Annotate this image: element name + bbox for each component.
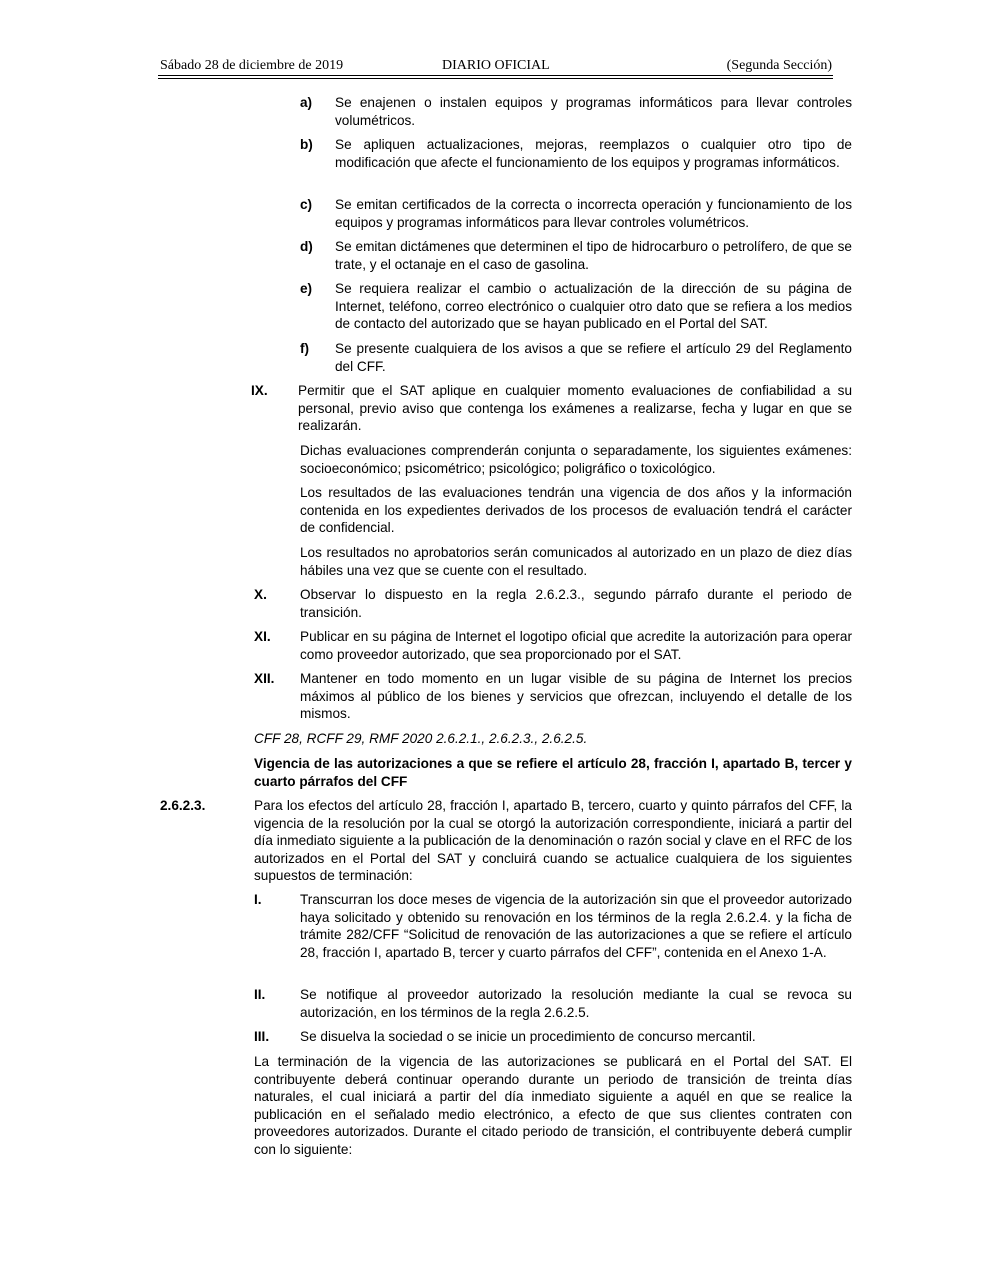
rule-item-i-label: I. [254,892,262,907]
sub-item-text-f: Se presente cualquiera de los avisos a que se refiere el artículo 29 del Reglamento del CFF. [335,341,852,374]
item-ix-paragraph-3: Los resultados no aprobatorios serán comunicados al autorizado en un plazo de diez días hábiles una vez que se cuente con el resultado. [300,545,852,578]
rule-item-i-text: Transcurran los doce meses de vigencia de la autorización sin que el proveedor autorizado haya solicitado y obtenido su renovación en los términos de la regla 2.6.2.4. y la ficha de trámite 282/CFF “Solicitud de renovación de las autorizaciones a que se refiere el artículo 28, fracción I, apartado B, tercer y cuarto párrafos del CFF”, contenida en el Anexo 1-A. [300,892,852,960]
item-x-text: Observar lo dispuesto en la regla 2.6.2.3., segundo párrafo durante el periodo de transición. [300,587,852,620]
rule-item-iii-label: III. [254,1029,270,1044]
sub-item-label-f: f) [300,341,310,356]
header-rule-top [158,75,833,76]
item-xii-label: XII. [254,671,275,686]
header-rule-bottom [158,78,833,79]
rule-intro: Para los efectos del artículo 28, fracción I, apartado B, tercero, cuarto y quinto párrafos del CFF, la vigencia de la resolución por la cual se otorgó la autorización correspondiente, iniciará a partir del día inmediato siguiente a la publicación de la denominación o razón social y clave en el RFC de los autorizados en el Portal del SAT y concluirá cuando se actualice cualquiera de los siguientes supuestos de terminación: [254,798,852,884]
item-x-label: X. [254,587,267,602]
item-xi-text: Publicar en su página de Internet el logotipo oficial que acredite la autorización para operar como proveedor autorizado, que sea proporcionado por el SAT. [300,629,852,662]
rule-title: Vigencia de las autorizaciones a que se refiere el artículo 28, fracción I, apartado B, tercer y cuarto párrafos del CFF [254,756,852,789]
sub-item-label-a: a) [300,95,313,110]
sub-item-text-c: Se emitan certificados de la correcta o incorrecta operación y funcionamiento de los equipos y programas informáticos para llevar controles volumétricos. [335,197,852,230]
rule-item-ii-label: II. [254,987,266,1002]
sub-item-text-a: Se enajenen o instalen equipos y programas informáticos para llevar controles volumétricos. [335,95,852,128]
sub-item-text-b: Se apliquen actualizaciones, mejoras, reemplazos o cualquier otro tipo de modificación que afecte el funcionamiento de los equipos y programas informáticos. [335,137,852,170]
item-ix-paragraph-1: Dichas evaluaciones comprenderán conjunta o separadamente, los siguientes exámenes: socioeconómico; psicométrico; psicológico; poligráfico o toxicológico. [300,443,852,476]
rule-number: 2.6.2.3. [160,798,206,813]
header-date: Sábado 28 de diciembre de 2019 [160,58,344,73]
item-ix-text: Permitir que el SAT aplique en cualquier momento evaluaciones de confiabilidad a su personal, previo aviso que contenga los exámenes a realizarse, fecha y lugar en que se realizarán. [298,383,852,434]
sub-item-label-c: c) [300,197,313,212]
legal-citation: CFF 28, RCFF 29, RMF 2020 2.6.2.1., 2.6.2.3., 2.6.2.5. [254,731,588,746]
item-ix-paragraph-2: Los resultados de las evaluaciones tendrán una vigencia de dos años y la información contenida en los expedientes derivados de los procesos de evaluación tendrá el carácter de confidencial. [300,485,852,536]
item-ix-label: IX. [251,383,268,398]
item-xii-text: Mantener en todo momento en un lugar visible de su página de Internet los precios máximos al público de los bienes y servicios que ofrezcan, incluyendo el detalle de los mismos. [300,671,852,722]
sub-item-label-e: e) [300,281,313,296]
rule-item-ii-text: Se notifique al proveedor autorizado la resolución mediante la cual se revoca su autorización, en los términos de la regla 2.6.2.5. [300,987,852,1020]
header-publication: DIARIO OFICIAL [442,58,550,73]
sub-item-label-d: d) [300,239,313,254]
sub-item-text-d: Se emitan dictámenes que determinen el tipo de hidrocarburo o petrolífero, de que se trate, y el octanaje en el caso de gasolina. [335,239,852,272]
rule-item-iii-text: Se disuelva la sociedad o se inicie un procedimiento de concurso mercantil. [300,1029,756,1044]
header-section: (Segunda Sección) [726,58,832,73]
item-xi-label: XI. [254,629,271,644]
sub-item-label-b: b) [300,137,313,152]
sub-item-text-e: Se requiera realizar el cambio o actualización de la dirección de su página de Internet, teléfono, correo electrónico o cualquier otro dato que se refiera a los medios de contacto del autorizado que se hayan publicado en el Portal del SAT. [335,281,852,332]
closing-paragraph: La terminación de la vigencia de las autorizaciones se publicará en el Portal del SAT. El contribuyente deberá continuar operando durante un periodo de transición de treinta días naturales, el cual iniciará a partir del día inmediato siguiente a aquél en que se realice la publicación en el señalado medio electrónico, a efecto de que sus clientes contraten con proveedores autorizados. Durante el citado periodo de transición, el contribuyente deberá cumplir con lo siguiente: [254,1054,852,1157]
